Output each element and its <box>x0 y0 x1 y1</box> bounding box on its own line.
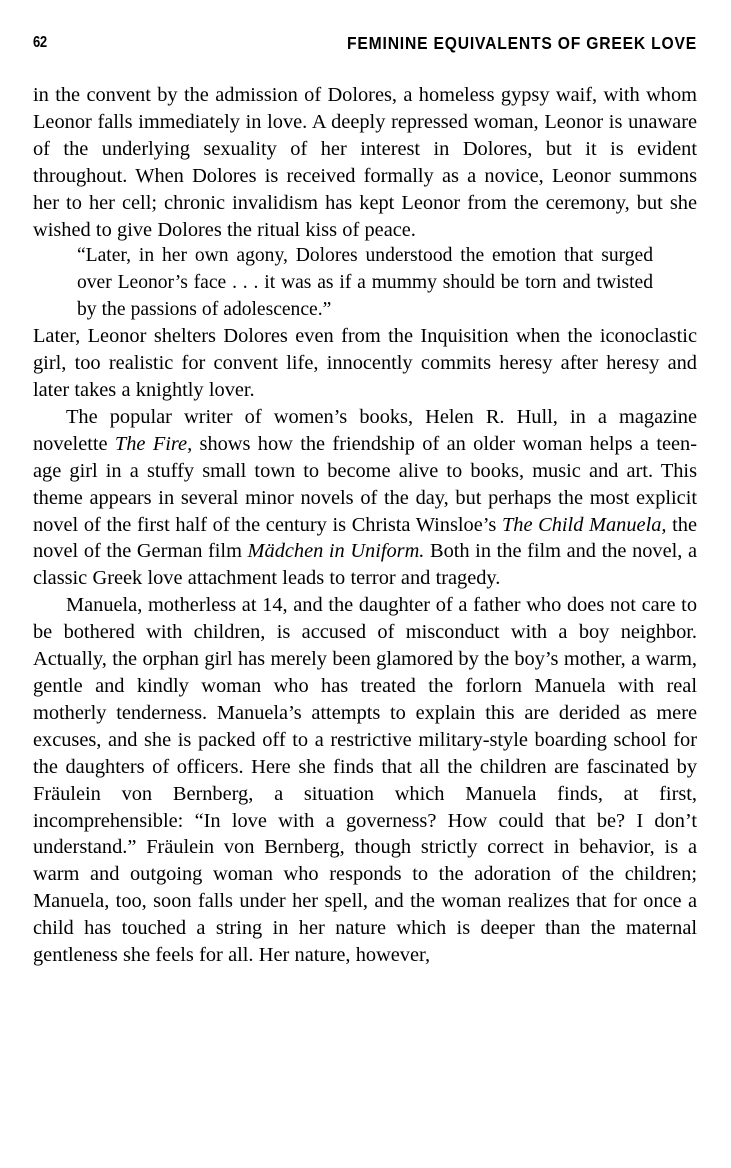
title-the-child-manuela: The Child Manuela, <box>501 513 667 536</box>
page-number: 62 <box>33 34 47 51</box>
block-quotation <box>33 243 653 323</box>
paragraph-helen-hull-run-4: Both in the film and the novel, a classic Greek love attachment leads to terror and tragedy. <box>33 540 697 590</box>
paragraph-later-leonor: Later, Leonor shelters Dolores even from the Inquisition when the iconoclastic girl, too realistic for convent life, innocently commits heresy after heresy and later takes a knightly lover. <box>33 325 697 402</box>
paragraph-helen-hull <box>33 404 697 592</box>
paragraph-helen-hull-run-3: the novel of the German film <box>33 513 697 563</box>
block-quotation-text: “Later, in her own agony, Dolores understood the emotion that surged over Leonor’s face . . . it was as if a mummy should be torn and twisted by the passions of adolescence.” <box>77 245 653 320</box>
paragraph-helen-hull-run-1: The popular writer of women’s books, Helen R. Hull, in a magazine novelette <box>33 405 697 455</box>
paragraph-continued: in the convent by the admission of Dolores, a homeless gypsy waif, with whom Leonor falls immediately in love. A deeply repressed woman, Leonor is unaware of the underlying sexuality of her interest in Dolores, but it is evident throughout. When Dolores is received formally as a novice, Leonor summons her to her cell; chronic invalidism has kept Leonor from the ceremony, but she wished to give Dolores the ritual kiss of peace. <box>33 84 697 241</box>
chapter-running-title: FEMININE EQUIVALENTS OF GREEK LOVE <box>347 33 697 53</box>
title-the-fire: The Fire, <box>114 432 193 455</box>
paragraph-helen-hull-run-2: shows how the friendship of an older woman helps a teen-age girl in a stuffy small town to become alive to books, music and art. This theme appears in several minor novels of the day, but perhaps the most explicit novel of the first half of the century is Christa Winsloe’s <box>33 432 697 536</box>
title-madchen-in-uniform: Mädchen in Uniform. <box>247 540 425 563</box>
running-head <box>33 33 697 59</box>
paragraph-manuela: Manuela, motherless at 14, and the daughter of a father who does not care to be bothered with children, is accused of misconduct with a boy neighbor. Actually, the orphan girl has merely been glamored by the boy’s mother, a warm, gentle and kindly woman who has treated the forlorn Manuela with real motherly tenderness. Manuela’s attempts to explain this are derided as mere excuses, and she is packed off to a restrictive military-style boarding school for the daughters of officers. Here she finds that all the children are fascinated by Fräulein von Bernberg, a situation which Manuela finds, at first, incomprehensible: “In love with a governess? How could that be? I don’t understand.” Fräulein von Bernberg, though strictly correct in behavior, is a warm and outgoing woman who responds to the adoration of the children; Manuela, too, soon falls under her spell, and the woman realizes that for once a child has touched a string in her nature which is deeper than the maternal gentleness she feels for all. Her nature, however, <box>33 594 697 967</box>
body-text-block <box>33 82 697 969</box>
